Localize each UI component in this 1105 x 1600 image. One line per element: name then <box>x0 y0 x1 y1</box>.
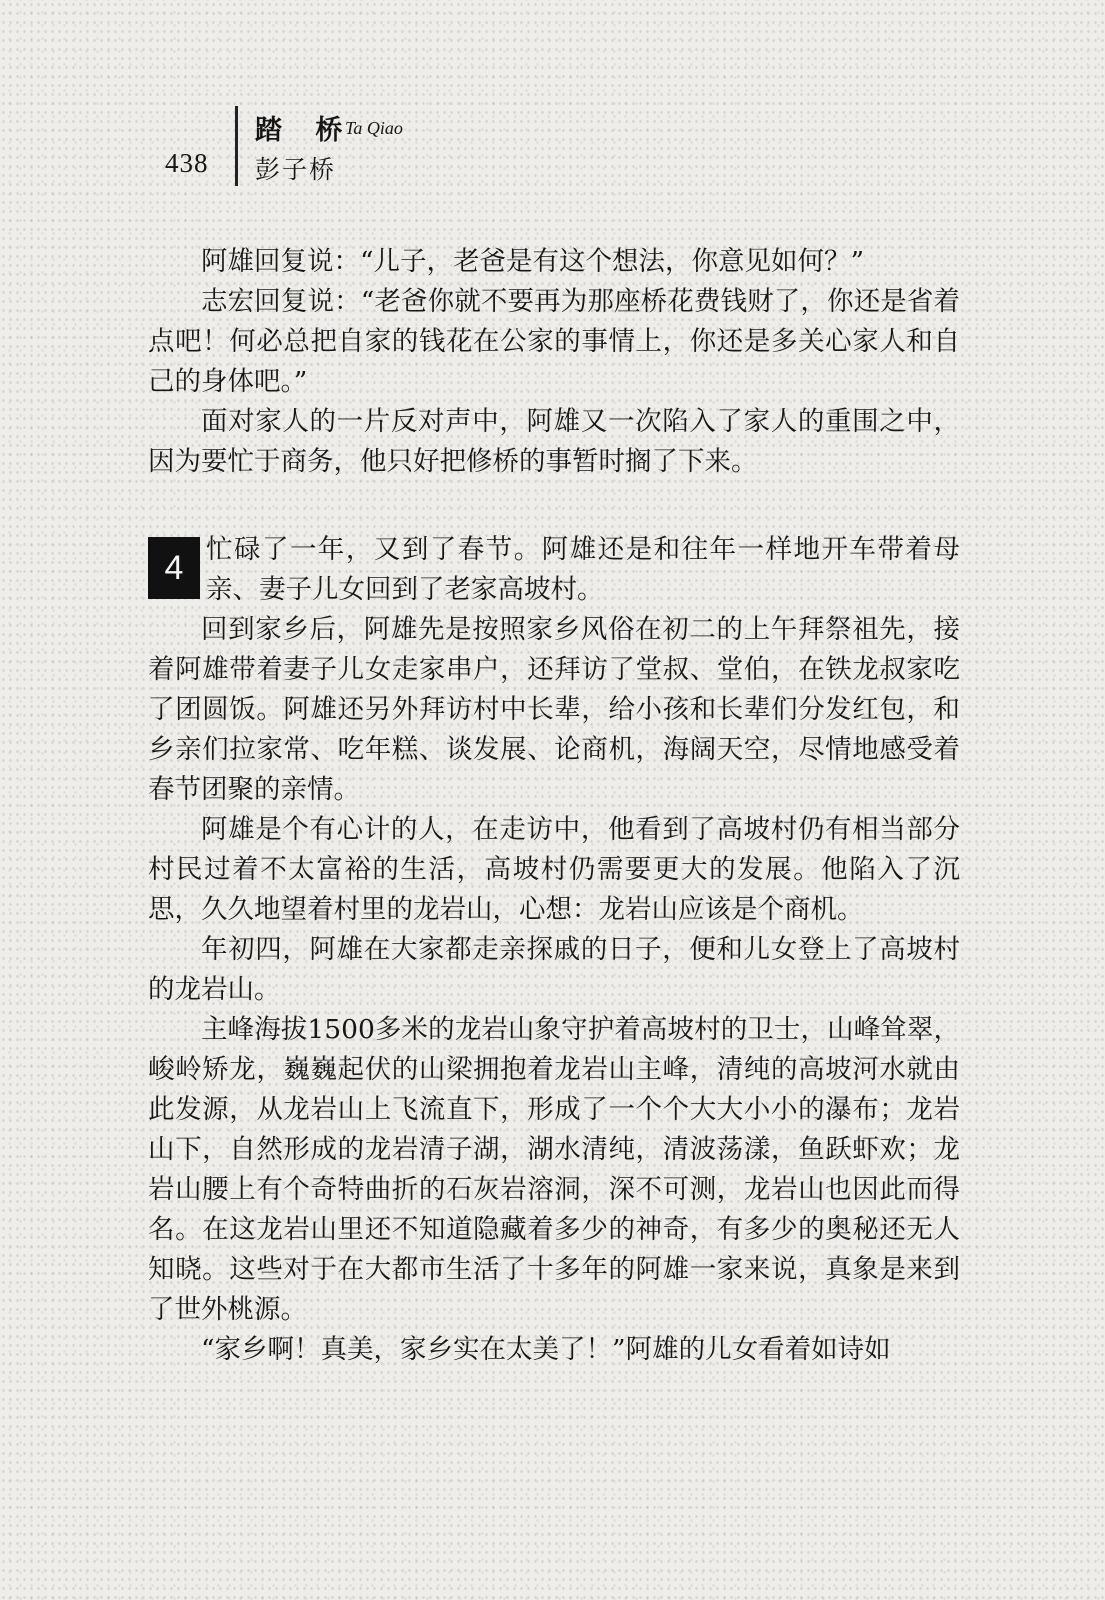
page-number: 438 <box>165 148 209 178</box>
running-header <box>165 100 565 190</box>
paragraph: 面对家人的一片反对声中，阿雄又一次陷入了家人的重围之中，因为要忙于商务，他只好把修桥的事暂时搁了下来。 <box>148 406 960 477</box>
paragraph: 年初四，阿雄在大家都走亲探戚的日子，便和儿女登上了高坡村的龙岩山。 <box>148 934 960 1005</box>
paragraph: “家乡啊！真美，家乡实在太美了！”阿雄的儿女看着如诗如 <box>201 1334 891 1365</box>
paragraph: 志宏回复说：“老爸你就不要再为那座桥花费钱财了，你还是省着点吧！何必总把自家的钱花在公家的事情上，你还是多关心家人和自己的身体吧。” <box>148 286 960 397</box>
book-title: 踏 桥 <box>255 115 355 146</box>
paragraph: 忙碌了一年，又到了春节。阿雄还是和往年一样地开车带着母亲、妻子儿女回到了老家高坡村。 <box>206 534 960 605</box>
paragraph: 回到家乡后，阿雄先是按照家乡风俗在初二的上午拜祭祖先，接着阿雄带着妻子儿女走家串户，还拜访了堂叔、堂伯，在铁龙叔家吃了团圆饭。阿雄还另外拜访村中长辈，给小孩和长辈们分发红包，和乡亲们拉家常、吃年糕、谈发展、论商机，海阔天空，尽情地感受着春节团聚的亲情。 <box>148 614 960 805</box>
section-spacer <box>148 482 960 530</box>
paragraph: 主峰海拔1500多米的龙岩山象守护着高坡村的卫士，山峰耸翠，峻岭矫龙，巍巍起伏的山梁拥抱着龙岩山主峰，清纯的高坡河水就由此发源，从龙岩山上飞流直下，形成了一个个大大小小的瀑布；龙岩山下，自然形成的龙岩清子湖，湖水清纯，清波荡漾，鱼跃虾欢；龙岩山腰上有个奇特曲折的石灰岩溶洞，深不可测，龙岩山也因此而得名。在这龙岩山里还不知道隐藏着多少的神奇，有多少的奥秘还无人知晓。这些对于在大都市生活了十多年的阿雄一家来说，真象是来到了世外桃源。 <box>148 1014 960 1325</box>
body-text <box>148 242 960 1370</box>
section-number-badge: 4 <box>148 537 200 599</box>
book-title-pinyin: Ta Qiao <box>345 118 403 138</box>
paragraph: 阿雄是个有心计的人，在走访中，他看到了高坡村仍有相当部分村民过着不太富裕的生活，高坡村仍需要更大的发展。他陷入了沉思，久久地望着村里的龙岩山，心想：龙岩山应该是个商机。 <box>148 814 960 925</box>
paragraph: 阿雄回复说：“儿子，老爸是有这个想法，你意见如何？” <box>201 246 865 277</box>
section-start <box>148 530 960 610</box>
header-divider <box>235 106 238 186</box>
author-name: 彭子桥 <box>255 155 337 184</box>
